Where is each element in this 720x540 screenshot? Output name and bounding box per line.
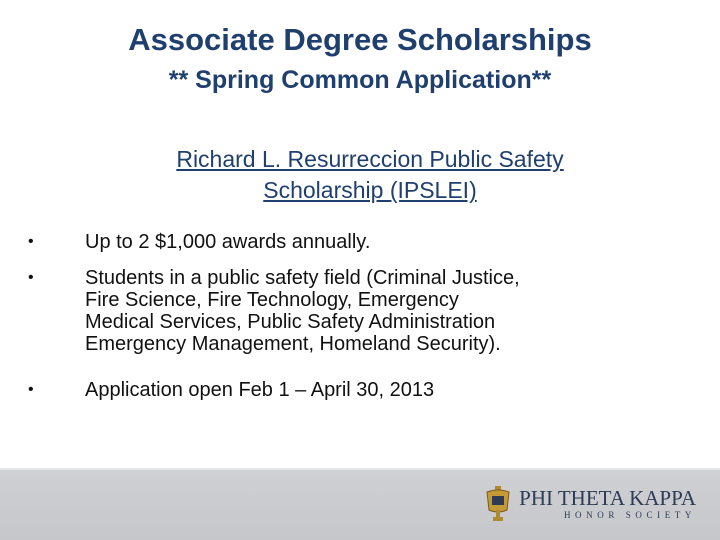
bullet-list: [28, 231, 688, 401]
ptk-tagline: HONOR SOCIETY: [563, 510, 696, 520]
page-title: Associate Degree Scholarships: [128, 22, 592, 57]
page-subtitle: ** Spring Common Application**: [168, 66, 552, 94]
bullet-text-line: Application open Feb 1 – April 30, 2013: [85, 379, 435, 401]
bullet-marker: •: [28, 269, 34, 286]
scholarship-name-line-1: Richard L. Resurreccion Public Safety: [176, 146, 564, 172]
phi-theta-kappa-logo: [483, 484, 696, 524]
ptk-wordmark: [519, 487, 696, 521]
ptk-key-emblem-icon: [483, 484, 513, 524]
bullet-text-line: Medical Services, Public Safety Administration: [85, 311, 496, 333]
bullet-marker: •: [28, 381, 34, 398]
bullet-item: [28, 231, 688, 253]
bullet-text-line: Fire Science, Fire Technology, Emergency: [85, 289, 459, 311]
bullet-item: [28, 379, 688, 401]
bullet-text-line: Up to 2 $1,000 awards annually.: [85, 231, 371, 253]
bullet-item: [28, 267, 688, 355]
bullet-marker: •: [28, 233, 34, 250]
footer-band: [0, 470, 720, 540]
bullet-text-line: Students in a public safety field (Criminal Justice,: [85, 267, 520, 289]
scholarship-heading: [60, 144, 680, 206]
ptk-name: PHI THETA KAPPA: [519, 486, 696, 510]
bullet-text-line: Emergency Management, Homeland Security).: [85, 333, 501, 355]
scholarship-name-line-2: Scholarship (IPSLEI): [263, 177, 477, 203]
title-block: [0, 18, 720, 98]
